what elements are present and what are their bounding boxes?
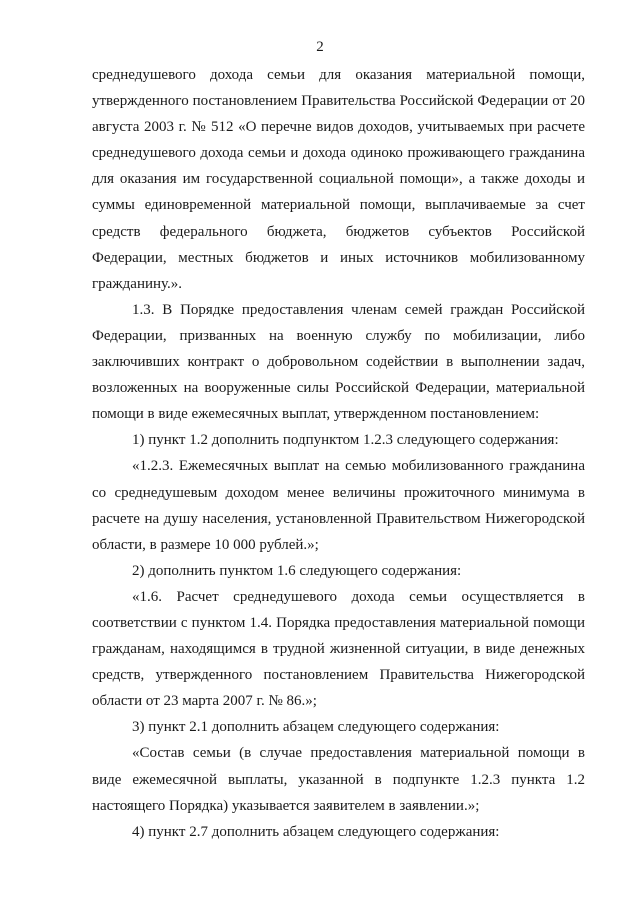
- paragraph: «Состав семьи (в случае предоставления материальной помощи в виде ежемесячной выплаты, указанной в подпункте 1.2.3 пункта 1.2 настоящего Порядка) указывается заявителем в заявлении.»;: [92, 745, 585, 814]
- document-body: [92, 62, 585, 845]
- paragraph: среднедушевого дохода семьи для оказания материальной помощи, утвержденного постановлением Правительства Российской Федерации от 20 августа 2003 г. № 512 «О перечне видов доходов, учитываемых при расчете среднедушевого дохода семьи и дохода одиноко проживающего гражданина для оказания им государственной социальной помощи», а также доходы и суммы единовременной материальной помощи, выплачиваемые за счет средств федерального бюджета, бюджетов субъектов Российской Федерации, местных бюджетов и иных источников мобилизованному гражданину.».: [92, 67, 585, 292]
- paragraph: 1) пункт 1.2 дополнить подпунктом 1.2.3 следующего содержания:: [132, 432, 559, 449]
- paragraph: 1.3. В Порядке предоставления членам семей граждан Российской Федерации, призванных на военную службу по мобилизации, либо заключивших контракт о добровольном содействии в выполнении задач, возложенных на вооруженные силы Российской Федерации, материальной помощи в виде ежемесячных выплат, утвержденном постановлением:: [92, 301, 585, 423]
- paragraph: «1.2.3. Ежемесячных выплат на семью мобилизованного гражданина со среднедушевым доходом менее величины прожиточного минимума в расчете на душу населения, установленной Правительством Нижегородской области, в размере 10 000 рублей.»;: [92, 458, 585, 553]
- paragraph: 2) дополнить пунктом 1.6 следующего содержания:: [132, 562, 462, 579]
- paragraph: «1.6. Расчет среднедушевого дохода семьи осуществляется в соответствии с пунктом 1.4. Порядка предоставления материальной помощи гражданам, находящимся в трудной жизненной ситуации, в виде денежных средств, утвержденного постановлением Правительства Нижегородской области от 23 марта 2007 г. № 86.»;: [92, 588, 585, 710]
- paragraph: 3) пункт 2.1 дополнить абзацем следующего содержания:: [132, 719, 500, 736]
- page-number: 2: [316, 39, 324, 55]
- paragraph: 4) пункт 2.7 дополнить абзацем следующего содержания:: [132, 823, 500, 840]
